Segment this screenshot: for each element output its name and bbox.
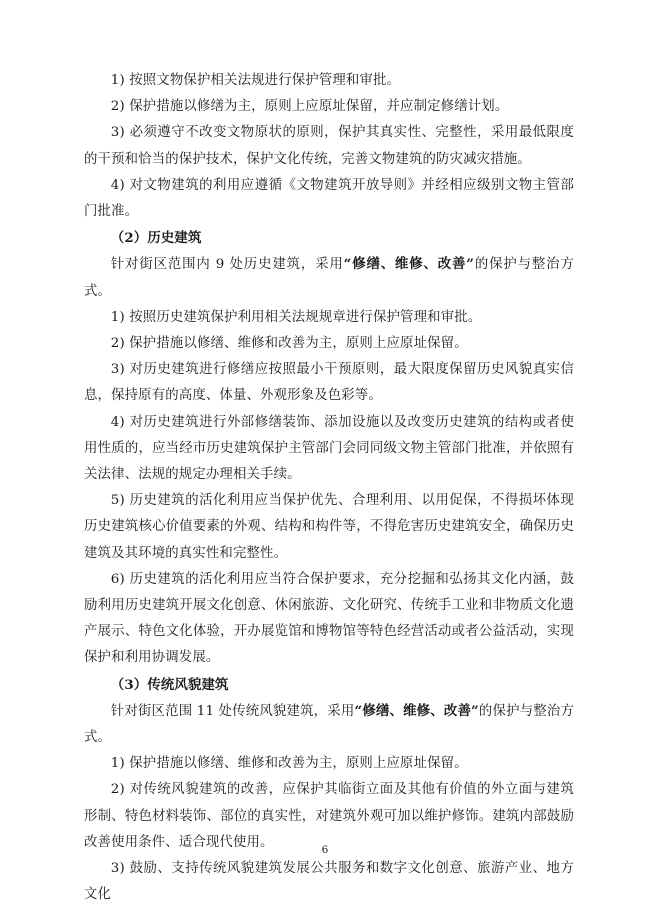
section-heading-historic: （2）历史建筑 (110, 230, 202, 247)
traditional-item-1: 1) 保护措施以修缮、维修和改善为主，原则上应原址保留。 (110, 756, 468, 772)
cultural-item-4: 4) 对文物建筑的利用应遵循《文物建筑开放导则》并经相应级别文物主管部门批准。 (84, 177, 574, 220)
traditional-intro-prefix: 针对街区范围 11 处传统风貌建筑，采用 (110, 703, 355, 719)
historic-item-4: 4) 对历史建筑进行外部修缮装饰、添加设施以及改变历史建筑的结构或者使用性质的，应当经市历史建筑保护主管部门会同同级文物主管部门批准，并依照有关法律、法规的规定办理相关手续。 (84, 414, 574, 483)
historic-item-6: 6) 历史建筑的活化利用应当符合保护要求，充分挖掘和弘扬其文化内涵，鼓励利用历史建筑开展文化创意、休闲旅游、文化研究、传统手工业和非物质文化遗产展示、特色文化体验，开办展览馆和博物馆等特色经营活动或者公益活动，实现保护和利用协调发展。 (84, 571, 574, 666)
cultural-item-1: 1) 按照文物保护相关法规进行保护管理和审批。 (110, 73, 401, 88)
page-number: 6 (321, 844, 329, 856)
traditional-intro-suffix: 的保护与整治方式。 (84, 703, 574, 746)
page-content (84, 68, 574, 909)
traditional-item-2: 2) 对传统风貌建筑的改善，应保护其临街立面及其他有价值的外立面与建筑形制、特色材料装饰、部位的真实性，对建筑外观可加以维护修饰。建筑内部鼓励改善使用条件、适合现代使用。 (84, 782, 574, 850)
traditional-intro-emphasis: “修缮、维修、改善” (354, 702, 479, 719)
historic-item-2: 2) 保护措施以修缮、维修和改善为主，原则上应原址保留。 (110, 336, 468, 352)
historic-item-5: 5) 历史建筑的活化利用应当保护优先、合理利用、以用促保，不得损坏体现历史建筑核心价值要素的外观、结构和构件等，不得危害历史建筑安全，确保历史建筑及其环境的真实性和完整性。 (84, 493, 574, 561)
historic-intro (84, 251, 574, 304)
cultural-item-2: 2) 保护措施以修缮为主，原则上应原址保留，并应制定修缮计划。 (110, 99, 509, 115)
traditional-item-3: 3) 鼓励、支持传统风貌建筑发展公共服务和数字文化创意、旅游产业、地方文化 (84, 861, 574, 903)
traditional-intro (84, 698, 574, 751)
historic-item-1: 1) 按照历史建筑保护利用相关法规规章进行保护管理和审批。 (110, 309, 482, 325)
historic-item-3: 3) 对历史建筑进行修缮应按照最小干预原则，最大限度保留历史风貌真实信息，保持原有的高度、体量、外观形象及色彩等。 (84, 362, 574, 404)
historic-intro-emphasis: “修缮、维修、改善” (343, 256, 475, 273)
section-heading-traditional: （3）传统风貌建筑 (110, 676, 229, 693)
cultural-item-3: 3) 必须遵守不改变文物原状的原则，保护其真实性、完整性，采用最低限度的干预和恰当的保护技术，保护文化传统，完善文物建筑的防灾减灾措施。 (84, 125, 574, 167)
historic-intro-suffix: 的保护与整治方式。 (84, 257, 574, 299)
historic-intro-prefix: 针对街区范围内 9 处历史建筑，采用 (110, 257, 344, 273)
